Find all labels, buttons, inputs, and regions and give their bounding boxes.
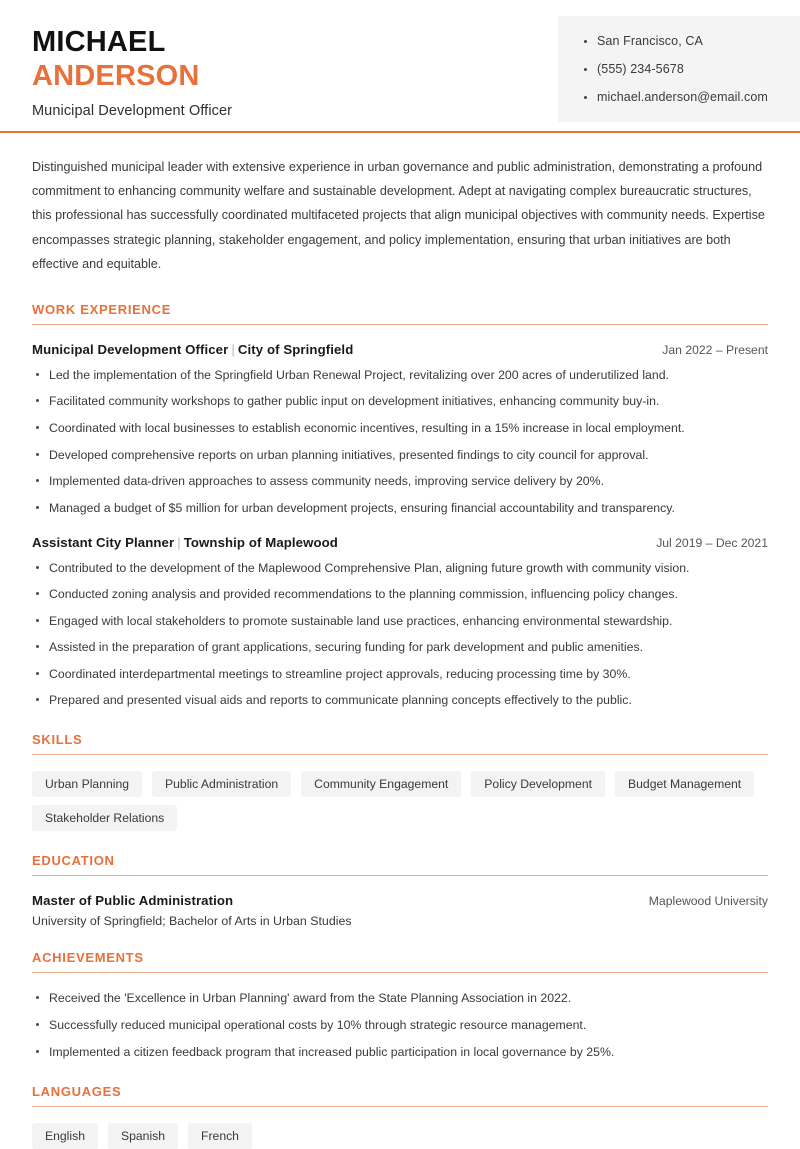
section-divider	[32, 1106, 768, 1107]
experience-organization: City of Springfield	[237, 341, 354, 357]
section-title-skills: SKILLS	[32, 732, 83, 748]
bullet-item: Received the 'Excellence in Urban Planning' award from the State Planning Association in 2022.	[32, 989, 768, 1008]
bullet-item: Assisted in the preparation of grant applications, securing funding for park development and public amenities.	[32, 638, 768, 657]
skills-tag-list	[32, 771, 768, 831]
professional-summary: Distinguished municipal leader with extensive experience in urban governance and public administration, demonstrating a profound commitment to enhancing community welfare and sustainable development. Adept at navigating complex bureaucratic structures, this professional has successfully coordinated multifaceted projects that align municipal objectives with community needs. Expertise encompasses strategic planning, stakeholder engagement, and policy implementation, ensuring that urban initiatives are both effective and equitable.	[32, 160, 765, 271]
language-tag: Spanish	[108, 1123, 178, 1149]
title-separator: |	[231, 341, 235, 357]
bullet-item: Managed a budget of $5 million for urban development projects, ensuring financial accountability and transparency.	[32, 499, 768, 518]
experience-organization: Township of Maplewood	[183, 534, 338, 550]
section-title-achievements: ACHIEVEMENTS	[32, 950, 144, 966]
experience-date: Jul 2019 – Dec 2021	[656, 535, 768, 550]
section-divider	[32, 324, 768, 325]
resume-header	[0, 0, 800, 131]
achievements-list	[32, 989, 768, 1061]
section-divider	[32, 972, 768, 973]
bullet-item: Engaged with local stakeholders to promote sustainable land use practices, enhancing environmental stewardship.	[32, 612, 768, 631]
skill-tag: Stakeholder Relations	[32, 805, 177, 831]
language-tag: French	[188, 1123, 252, 1149]
experience-date: Jan 2022 – Present	[662, 342, 768, 357]
experience-entry-header	[32, 342, 768, 357]
education-entry-header	[32, 893, 768, 908]
resume-body	[0, 133, 800, 1149]
section-divider	[32, 875, 768, 876]
bullet-item: Implemented a citizen feedback program that increased public participation in local governance by 25%.	[32, 1043, 768, 1062]
first-name: MICHAEL	[32, 26, 166, 58]
section-education	[32, 853, 768, 928]
language-tag: English	[32, 1123, 98, 1149]
identity-block	[0, 0, 232, 119]
bullet-item: Led the implementation of the Springfield Urban Renewal Project, revitalizing over 200 acres of underutilized land.	[32, 366, 768, 385]
contact-box	[558, 16, 800, 122]
section-title-work-experience: WORK EXPERIENCE	[32, 301, 172, 317]
bullet-item: Contributed to the development of the Maplewood Comprehensive Plan, aligning future growth with community vision.	[32, 559, 768, 578]
education-detail: University of Springfield; Bachelor of Arts in Urban Studies	[32, 914, 352, 929]
job-title: Municipal Development Officer	[32, 102, 233, 119]
bullet-item: Coordinated with local businesses to establish economic incentives, resulting in a 15% increase in local employment.	[32, 419, 768, 438]
bullet-item: Implemented data-driven approaches to assess community needs, improving service delivery by 20%.	[32, 472, 768, 491]
last-name: ANDERSON	[32, 59, 200, 92]
experience-role: Assistant City Planner	[32, 534, 175, 550]
experience-title-line	[32, 342, 353, 357]
experience-title-line	[32, 535, 338, 550]
section-skills	[32, 732, 768, 831]
skill-tag: Policy Development	[471, 771, 605, 797]
bullet-item: Facilitated community workshops to gather public input on development initiatives, enhancing community buy-in.	[32, 392, 768, 411]
education-entry	[32, 893, 768, 928]
section-title-education: EDUCATION	[32, 853, 115, 869]
contact-email[interactable]: michael.anderson@email.com	[584, 90, 780, 104]
section-languages	[32, 1084, 768, 1149]
experience-entry-header	[32, 535, 768, 550]
skill-tag: Budget Management	[615, 771, 754, 797]
contact-location: San Francisco, CA	[584, 34, 780, 48]
experience-entry	[32, 342, 768, 518]
skill-tag: Urban Planning	[32, 771, 142, 797]
education-degree: Master of Public Administration	[32, 893, 234, 909]
contact-list	[584, 34, 780, 104]
bullet-item: Developed comprehensive reports on urban planning initiatives, presented findings to city council for approval.	[32, 446, 768, 465]
bullet-item: Coordinated interdepartmental meetings to streamline project approvals, reducing processing time by 30%.	[32, 665, 768, 684]
experience-bullets	[32, 559, 768, 711]
education-institution: Maplewood University	[648, 894, 768, 909]
section-achievements	[32, 950, 768, 1061]
bullet-item: Conducted zoning analysis and provided recommendations to the planning commission, influencing policy changes.	[32, 585, 768, 604]
title-separator: |	[177, 534, 181, 550]
contact-phone[interactable]: (555) 234-5678	[584, 62, 780, 76]
experience-bullets	[32, 366, 768, 518]
skill-tag: Community Engagement	[301, 771, 461, 797]
bullet-item: Successfully reduced municipal operational costs by 10% through strategic resource management.	[32, 1016, 768, 1035]
section-work-experience	[32, 302, 768, 711]
skill-tag: Public Administration	[152, 771, 291, 797]
bullet-item: Prepared and presented visual aids and reports to communicate planning concepts effectively to the public.	[32, 691, 768, 710]
languages-tag-list	[32, 1123, 768, 1149]
section-divider	[32, 754, 768, 755]
experience-role: Municipal Development Officer	[32, 341, 229, 357]
experience-entry	[32, 535, 768, 711]
section-title-languages: LANGUAGES	[32, 1083, 122, 1099]
